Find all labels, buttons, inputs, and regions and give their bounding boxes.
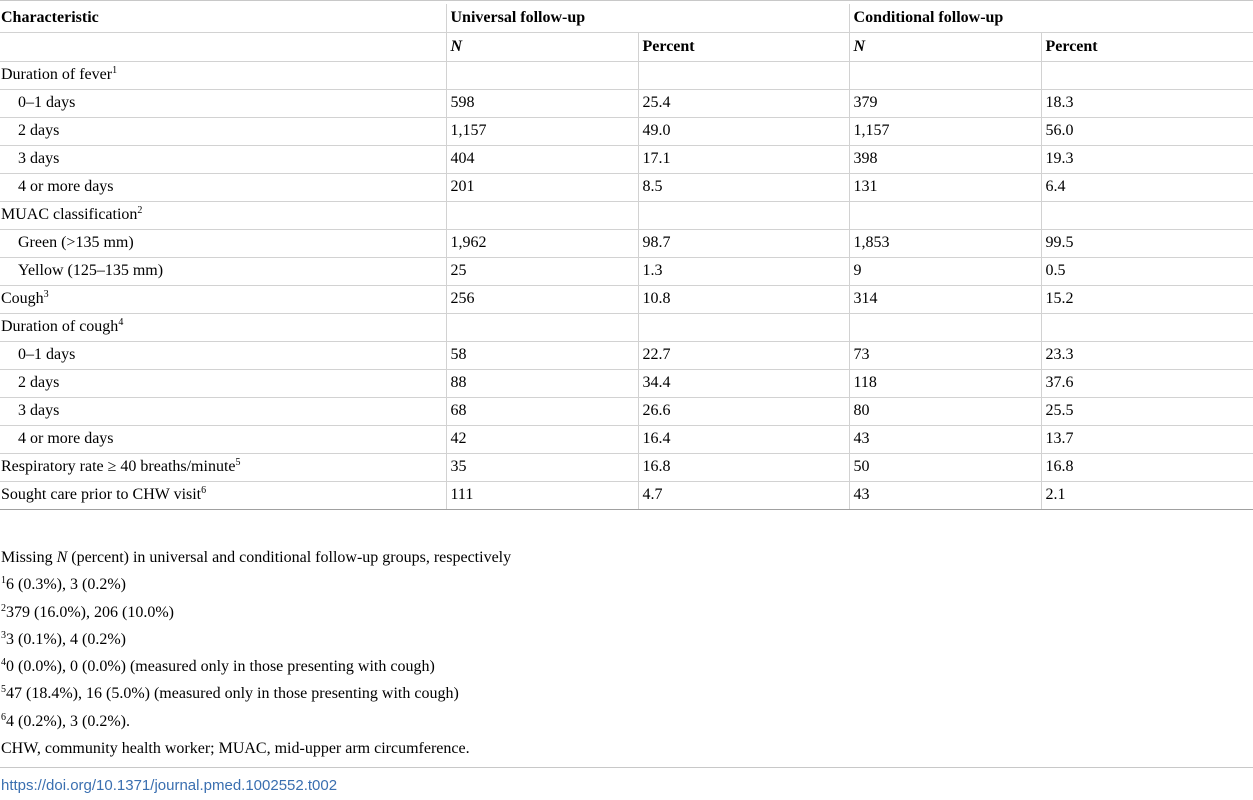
footnote-intro xyxy=(1,544,511,571)
conditional-n-cell: 398 xyxy=(849,145,1041,173)
footnote-text: 47 (18.4%), 16 (5.0%) (measured only in those presenting with cough) xyxy=(6,685,459,703)
table-row xyxy=(0,481,1253,509)
footnote-item xyxy=(1,626,511,653)
table-row xyxy=(0,425,1253,453)
table-row xyxy=(0,369,1253,397)
table-row xyxy=(0,257,1253,285)
conditional-percent-cell: 16.8 xyxy=(1041,453,1253,481)
header-universal-percent: Percent xyxy=(638,32,849,61)
universal-n-cell: 58 xyxy=(446,341,638,369)
conditional-percent-cell xyxy=(1041,61,1253,89)
top-rule xyxy=(0,0,1253,1)
universal-n-cell: 256 xyxy=(446,285,638,313)
table-row xyxy=(0,397,1253,425)
row-label: 4 or more days xyxy=(18,430,114,447)
conditional-n-cell: 314 xyxy=(849,285,1041,313)
row-footnote-marker: 6 xyxy=(201,485,207,496)
header-conditional-percent: Percent xyxy=(1041,32,1253,61)
universal-n-cell: 1,157 xyxy=(446,117,638,145)
header-conditional-n: N xyxy=(849,32,1041,61)
universal-n-cell: 201 xyxy=(446,173,638,201)
footnote-text: 0 (0.0%), 0 (0.0%) (measured only in those presenting with cough) xyxy=(6,658,435,676)
row-label-cell xyxy=(0,425,446,453)
row-label: Duration of fever xyxy=(1,66,113,83)
row-label-cell xyxy=(0,453,446,481)
conditional-n-cell: 1,853 xyxy=(849,229,1041,257)
conditional-percent-cell xyxy=(1041,313,1253,341)
header-characteristic: Characteristic xyxy=(0,4,446,32)
data-table xyxy=(0,4,1253,510)
bottom-rule xyxy=(0,767,1253,768)
row-label: Yellow (125–135 mm) xyxy=(18,262,164,279)
footnote-text: 3 (0.1%), 4 (0.2%) xyxy=(6,630,126,648)
conditional-n-cell xyxy=(849,61,1041,89)
row-footnote-marker: 5 xyxy=(235,457,241,468)
conditional-percent-cell: 25.5 xyxy=(1041,397,1253,425)
conditional-percent-cell: 6.4 xyxy=(1041,173,1253,201)
doi-link[interactable]: https://doi.org/10.1371/journal.pmed.1002552.t002 xyxy=(1,777,338,794)
table-row xyxy=(0,453,1253,481)
footnote-item xyxy=(1,708,511,735)
universal-n-cell xyxy=(446,61,638,89)
table-row xyxy=(0,201,1253,229)
conditional-n-cell xyxy=(849,201,1041,229)
table-row xyxy=(0,61,1253,89)
universal-percent-cell: 98.7 xyxy=(638,229,849,257)
row-label: Green (>135 mm) xyxy=(18,234,134,251)
conditional-n-cell: 131 xyxy=(849,173,1041,201)
conditional-n-cell: 50 xyxy=(849,453,1041,481)
footnote-marker: 1 xyxy=(1,575,6,587)
row-label: Duration of cough xyxy=(1,318,119,335)
row-label: 3 days xyxy=(18,402,60,419)
header-universal-follow-up: Universal follow-up xyxy=(446,4,849,32)
footnote-item xyxy=(1,599,511,626)
row-label: Respiratory rate ≥ 40 breaths/minute xyxy=(1,458,236,475)
conditional-percent-cell: 23.3 xyxy=(1041,341,1253,369)
conditional-percent-cell: 18.3 xyxy=(1041,89,1253,117)
row-label-cell xyxy=(0,145,446,173)
conditional-n-cell: 43 xyxy=(849,425,1041,453)
row-label-cell xyxy=(0,89,446,117)
footnote-intro-post: (percent) in universal and conditional follow-up groups, respectively xyxy=(67,549,512,566)
universal-n-cell: 111 xyxy=(446,481,638,509)
footnote-marker: 3 xyxy=(1,629,6,641)
row-footnote-marker: 2 xyxy=(137,205,143,216)
conditional-percent-cell: 56.0 xyxy=(1041,117,1253,145)
conditional-n-cell: 118 xyxy=(849,369,1041,397)
row-label: 2 days xyxy=(18,374,60,391)
table-row xyxy=(0,313,1253,341)
table-row xyxy=(0,173,1253,201)
header-blank xyxy=(0,32,446,61)
row-label-cell xyxy=(0,173,446,201)
header-universal-n: N xyxy=(446,32,638,61)
footnote-marker: 4 xyxy=(1,657,6,669)
footnote-marker: 5 xyxy=(1,684,6,696)
row-label: 3 days xyxy=(18,150,60,167)
row-label: 2 days xyxy=(18,122,60,139)
footnote-intro-n: N xyxy=(56,549,68,566)
conditional-percent-cell: 0.5 xyxy=(1041,257,1253,285)
table-row xyxy=(0,89,1253,117)
table-body xyxy=(0,61,1253,509)
universal-percent-cell xyxy=(638,201,849,229)
universal-n-cell: 598 xyxy=(446,89,638,117)
row-label-cell xyxy=(0,369,446,397)
row-label-cell xyxy=(0,313,446,341)
footnote-abbreviations: CHW, community health worker; MUAC, mid-upper arm circumference. xyxy=(1,740,470,758)
header-conditional-follow-up: Conditional follow-up xyxy=(849,4,1253,32)
conditional-n-cell: 43 xyxy=(849,481,1041,509)
universal-n-cell: 68 xyxy=(446,397,638,425)
conditional-n-cell: 379 xyxy=(849,89,1041,117)
conditional-percent-cell: 99.5 xyxy=(1041,229,1253,257)
footnote-text: 4 (0.2%), 3 (0.2%). xyxy=(6,712,130,730)
row-label-cell xyxy=(0,397,446,425)
conditional-percent-cell: 37.6 xyxy=(1041,369,1253,397)
footnote-marker: 2 xyxy=(1,602,6,614)
universal-percent-cell xyxy=(638,313,849,341)
header-row-measures xyxy=(0,32,1253,61)
conditional-n-cell xyxy=(849,313,1041,341)
row-footnote-marker: 3 xyxy=(43,289,49,300)
footnote-marker: 6 xyxy=(1,711,6,723)
row-footnote-marker: 4 xyxy=(118,317,124,328)
footnote-item xyxy=(1,680,511,707)
conditional-percent-cell xyxy=(1041,201,1253,229)
row-label: 0–1 days xyxy=(18,94,76,111)
universal-percent-cell: 26.6 xyxy=(638,397,849,425)
table-row xyxy=(0,229,1253,257)
conditional-n-cell: 73 xyxy=(849,341,1041,369)
conditional-percent-cell: 19.3 xyxy=(1041,145,1253,173)
row-label: 4 or more days xyxy=(18,178,114,195)
footnote-text: 6 (0.3%), 3 (0.2%) xyxy=(6,576,126,594)
table-row xyxy=(0,145,1253,173)
universal-percent-cell: 16.8 xyxy=(638,453,849,481)
footnote-text: 379 (16.0%), 206 (10.0%) xyxy=(6,603,174,621)
universal-n-cell xyxy=(446,201,638,229)
universal-percent-cell: 16.4 xyxy=(638,425,849,453)
universal-percent-cell: 10.8 xyxy=(638,285,849,313)
universal-n-cell: 404 xyxy=(446,145,638,173)
footnote-item xyxy=(1,653,511,680)
conditional-percent-cell: 13.7 xyxy=(1041,425,1253,453)
footnote-item xyxy=(1,571,511,598)
header-row-groups xyxy=(0,4,1253,32)
row-label-cell xyxy=(0,201,446,229)
universal-n-cell xyxy=(446,313,638,341)
universal-percent-cell: 22.7 xyxy=(638,341,849,369)
row-label-cell xyxy=(0,285,446,313)
row-label-cell xyxy=(0,341,446,369)
row-label-cell xyxy=(0,229,446,257)
table-row xyxy=(0,285,1253,313)
universal-percent-cell: 49.0 xyxy=(638,117,849,145)
universal-n-cell: 25 xyxy=(446,257,638,285)
row-label: Sought care prior to CHW visit xyxy=(1,486,202,503)
row-label: Cough xyxy=(1,290,44,307)
conditional-percent-cell: 15.2 xyxy=(1041,285,1253,313)
row-label: MUAC classification xyxy=(1,206,138,223)
footnote-intro-pre: Missing xyxy=(1,549,57,566)
universal-percent-cell: 17.1 xyxy=(638,145,849,173)
universal-percent-cell: 8.5 xyxy=(638,173,849,201)
universal-percent-cell xyxy=(638,61,849,89)
footnotes xyxy=(1,544,511,762)
universal-n-cell: 1,962 xyxy=(446,229,638,257)
universal-n-cell: 42 xyxy=(446,425,638,453)
row-label-cell xyxy=(0,117,446,145)
universal-n-cell: 88 xyxy=(446,369,638,397)
conditional-n-cell: 1,157 xyxy=(849,117,1041,145)
universal-percent-cell: 4.7 xyxy=(638,481,849,509)
row-label-cell xyxy=(0,257,446,285)
table-row xyxy=(0,341,1253,369)
universal-n-cell: 35 xyxy=(446,453,638,481)
universal-percent-cell: 25.4 xyxy=(638,89,849,117)
conditional-n-cell: 9 xyxy=(849,257,1041,285)
table-row xyxy=(0,117,1253,145)
row-label-cell xyxy=(0,61,446,89)
universal-percent-cell: 34.4 xyxy=(638,369,849,397)
row-footnote-marker: 1 xyxy=(112,65,118,76)
conditional-percent-cell: 2.1 xyxy=(1041,481,1253,509)
row-label: 0–1 days xyxy=(18,346,76,363)
row-label-cell xyxy=(0,481,446,509)
conditional-n-cell: 80 xyxy=(849,397,1041,425)
universal-percent-cell: 1.3 xyxy=(638,257,849,285)
